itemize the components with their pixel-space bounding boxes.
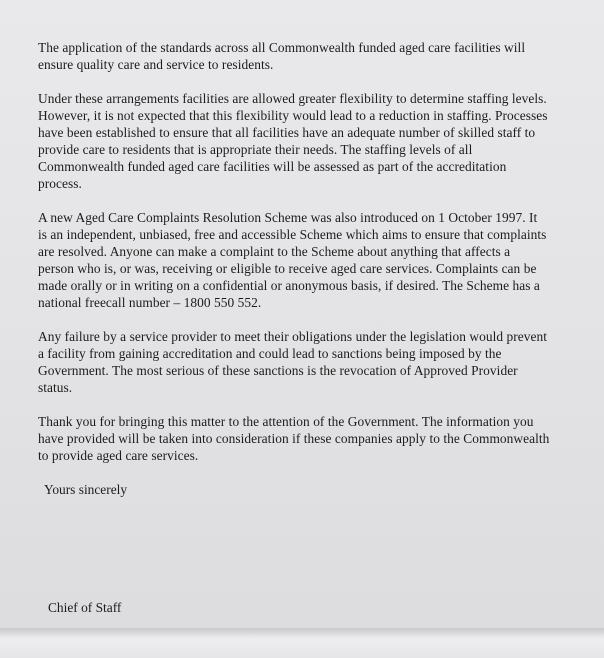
text-line: made orally or in writing on a confidential or anonymous basis, if desired. The Scheme has a	[38, 278, 540, 293]
text-line: Commonwealth funded aged care facilities will be assessed as part of the accreditation	[38, 159, 507, 174]
text-line: Under these arrangements facilities are allowed greater flexibility to determine staffing levels.	[38, 91, 547, 106]
text-line: have been established to ensure that all facilities have an adequate number of skilled staff to	[38, 125, 536, 140]
text-line: Government. The most serious of these sanctions is the revocation of Approved Provider	[38, 363, 518, 378]
text-line: The application of the standards across all Commonwealth funded aged care facilities will	[38, 40, 526, 55]
paragraph-complaints-scheme	[38, 209, 578, 311]
letter-body	[38, 39, 578, 481]
text-line: a facility from gaining accreditation and could lead to sanctions being imposed by the	[38, 346, 502, 361]
text-line: to provide aged care services.	[38, 448, 199, 463]
text-line: national freecall number – 1800 550 552.	[38, 295, 262, 310]
paragraph-standards	[38, 39, 578, 73]
closing-salutation: Yours sincerely	[44, 482, 128, 497]
text-line: have provided will be taken into consideration if these companies apply to the Commonwealth	[38, 431, 550, 446]
signatory-title: Chief of Staff	[48, 600, 122, 615]
paragraph-staffing	[38, 90, 578, 192]
text-line: ensure quality care and service to residents.	[38, 57, 274, 72]
text-line: A new Aged Care Complaints Resolution Scheme was also introduced on 1 October 1997. It	[38, 210, 538, 225]
text-line: process.	[38, 176, 82, 191]
paper-fold	[0, 628, 604, 658]
paragraph-sanctions	[38, 328, 578, 396]
text-line: person who is, or was, receiving or eligible to receive aged care services. Complaints can be	[38, 261, 537, 276]
text-line: are resolved. Anyone can make a complaint to the Scheme about anything that affects a	[38, 244, 511, 259]
text-line: However, it is not expected that this flexibility would lead to a reduction in staffing. Processes	[38, 108, 548, 123]
paragraph-thanks	[38, 413, 578, 464]
text-line: Thank you for bringing this matter to the attention of the Government. The information you	[38, 414, 534, 429]
text-line: status.	[38, 380, 73, 395]
text-line: provide care to residents that is appropriate their needs. The staffing levels of all	[38, 142, 473, 157]
text-line: is an independent, unbiased, free and accessible Scheme which aims to ensure that complaints	[38, 227, 547, 242]
text-line: Any failure by a service provider to meet their obligations under the legislation would prevent	[38, 329, 547, 344]
